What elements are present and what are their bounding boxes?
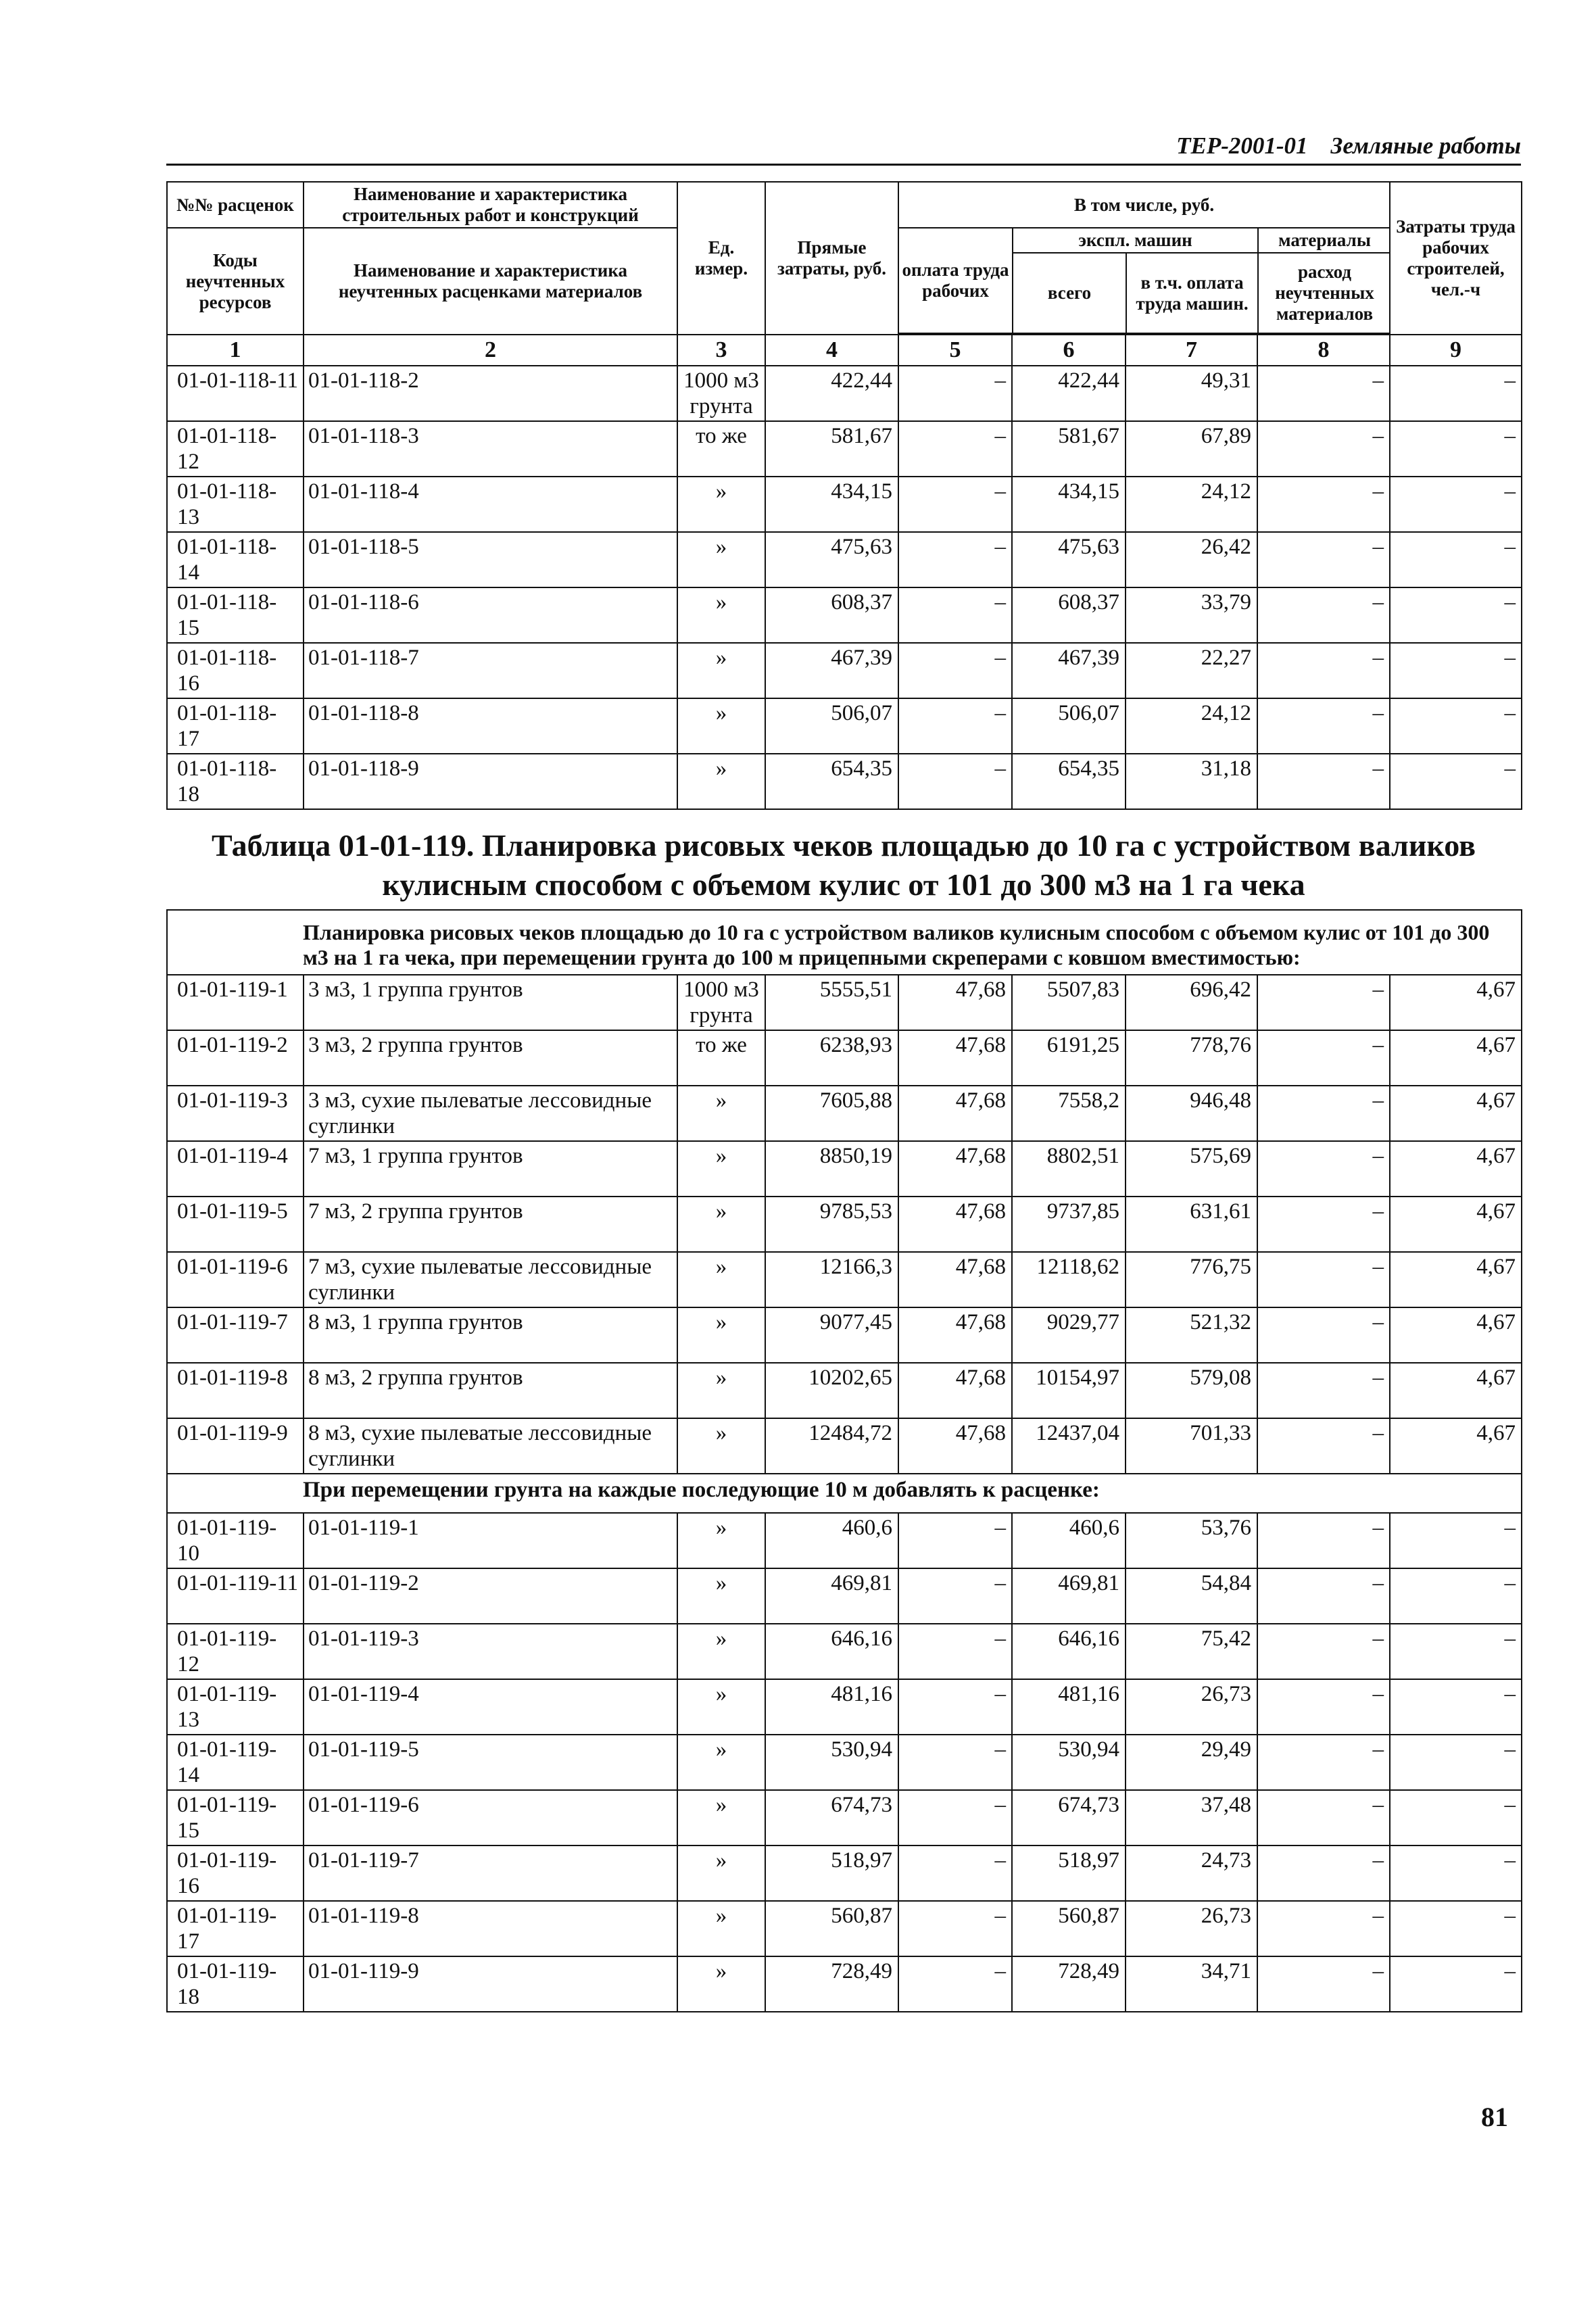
unit: » (677, 1513, 765, 1568)
materials: – (1257, 1086, 1390, 1141)
direct-cost: 530,94 (765, 1735, 898, 1790)
wage-cost: 47,68 (898, 1030, 1012, 1086)
unit: » (677, 1418, 765, 1474)
rate-code: 01-01-119-16 (167, 1845, 304, 1901)
labor-cost: – (1390, 754, 1522, 809)
materials: – (1257, 1141, 1390, 1197)
wage-cost: 47,68 (898, 1141, 1012, 1197)
rate-code: 01-01-118-16 (167, 643, 304, 698)
table-row (167, 477, 1522, 532)
wage-cost: – (898, 587, 1012, 643)
machines-wage: 22,27 (1126, 643, 1257, 698)
machines-wage: 24,12 (1126, 698, 1257, 754)
direct-cost: 10202,65 (765, 1363, 898, 1418)
labor-cost: 4,67 (1390, 1307, 1522, 1363)
rate-name: 01-01-119-6 (304, 1790, 677, 1845)
section-heading: При перемещении грунта на каждые последующие 10 м добавлять к расценке: (167, 1474, 1522, 1513)
col-index: 2 (304, 335, 677, 366)
unit: » (677, 754, 765, 809)
col-nn: №№ расценок (167, 182, 304, 228)
machines-total: 6191,25 (1012, 1030, 1126, 1086)
unit: 1000 м3 грунта (677, 366, 765, 421)
wage-cost: – (898, 1790, 1012, 1845)
direct-cost: 581,67 (765, 421, 898, 477)
table-row (167, 1956, 1522, 2012)
section-row (167, 1474, 1522, 1513)
labor-cost: – (1390, 1790, 1522, 1845)
machines-wage: 37,48 (1126, 1790, 1257, 1845)
materials: – (1257, 1030, 1390, 1086)
labor-cost: – (1390, 1513, 1522, 1568)
machines-total: 460,6 (1012, 1513, 1126, 1568)
labor-cost: – (1390, 698, 1522, 754)
rate-name: 01-01-118-9 (304, 754, 677, 809)
rate-code: 01-01-118-11 (167, 366, 304, 421)
labor-cost: 4,67 (1390, 1363, 1522, 1418)
col-codes: Коды неучтенных ресурсов (167, 228, 304, 335)
table-row (167, 754, 1522, 809)
rate-code: 01-01-119-7 (167, 1307, 304, 1363)
direct-cost: 674,73 (765, 1790, 898, 1845)
unit: » (677, 532, 765, 587)
materials: – (1257, 698, 1390, 754)
wage-cost: 47,68 (898, 1197, 1012, 1252)
unit: » (677, 1901, 765, 1956)
rate-code: 01-01-119-5 (167, 1197, 304, 1252)
table-row (167, 1845, 1522, 1901)
col-machines: экспл. машин (1013, 228, 1258, 253)
machines-wage: 26,73 (1126, 1901, 1257, 1956)
direct-cost: 460,6 (765, 1513, 898, 1568)
rate-name: 01-01-119-7 (304, 1845, 677, 1901)
direct-cost: 422,44 (765, 366, 898, 421)
table-row (167, 1790, 1522, 1845)
rate-name: 01-01-119-8 (304, 1901, 677, 1956)
direct-cost: 518,97 (765, 1845, 898, 1901)
labor-cost: – (1390, 1679, 1522, 1735)
unit: » (677, 1307, 765, 1363)
rate-name: 8 м3, 1 группа грунтов (304, 1307, 677, 1363)
rate-code: 01-01-119-11 (167, 1568, 304, 1624)
rate-name: 7 м3, сухие пылеватые лессовидные суглинки (304, 1252, 677, 1307)
wage-cost: – (898, 1901, 1012, 1956)
rate-name: 01-01-118-7 (304, 643, 677, 698)
table-row (167, 1901, 1522, 1956)
direct-cost: 12484,72 (765, 1418, 898, 1474)
rate-code: 01-01-119-17 (167, 1901, 304, 1956)
materials: – (1257, 1790, 1390, 1845)
col-wage: оплата труда рабочих (899, 228, 1013, 333)
machines-total: 12437,04 (1012, 1418, 1126, 1474)
machines-wage: 24,73 (1126, 1845, 1257, 1901)
rate-name: 3 м3, сухие пылеватые лессовидные суглинки (304, 1086, 677, 1141)
labor-cost: 4,67 (1390, 975, 1522, 1030)
col-unit: Ед. измер. (677, 182, 765, 335)
rate-name: 3 м3, 1 группа грунтов (304, 975, 677, 1030)
col-index: 7 (1126, 335, 1257, 366)
direct-cost: 8850,19 (765, 1141, 898, 1197)
machines-total: 481,16 (1012, 1679, 1126, 1735)
machines-total: 506,07 (1012, 698, 1126, 754)
col-name-unacc: Наименование и характеристика неучтенных расценками материалов (304, 228, 677, 335)
unit: » (677, 1679, 765, 1735)
machines-total: 10154,97 (1012, 1363, 1126, 1418)
unit: » (677, 1568, 765, 1624)
direct-cost: 728,49 (765, 1956, 898, 2012)
wage-cost: – (898, 754, 1012, 809)
wage-cost: – (898, 477, 1012, 532)
machines-total: 728,49 (1012, 1956, 1126, 2012)
rate-name: 01-01-119-5 (304, 1735, 677, 1790)
materials: – (1257, 1624, 1390, 1679)
wage-cost: – (898, 1956, 1012, 2012)
rate-name: 01-01-118-4 (304, 477, 677, 532)
labor-cost: 4,67 (1390, 1141, 1522, 1197)
wage-cost: 47,68 (898, 1418, 1012, 1474)
wage-cost: 47,68 (898, 975, 1012, 1030)
wage-cost: – (898, 643, 1012, 698)
table-row (167, 1418, 1522, 1474)
col-index: 6 (1012, 335, 1126, 366)
machines-wage: 75,42 (1126, 1624, 1257, 1679)
rates-table-118 (166, 181, 1522, 810)
direct-cost: 5555,51 (765, 975, 898, 1030)
machines-wage: 776,75 (1126, 1252, 1257, 1307)
section-heading: Планировка рисовых чеков площадью до 10 га с устройством валиков кулисным способом с объемом кулис от 101 до 300 м3 на 1 га чека, при перемещении грунта до 100 м прицепными скреперами с ковшом вместимостью: (167, 910, 1522, 975)
machines-total: 7558,2 (1012, 1086, 1126, 1141)
direct-cost: 7605,88 (765, 1086, 898, 1141)
machines-total: 530,94 (1012, 1735, 1126, 1790)
table-row (167, 1624, 1522, 1679)
wage-cost: – (898, 1513, 1012, 1568)
unit: » (677, 698, 765, 754)
wage-cost: 47,68 (898, 1252, 1012, 1307)
wage-cost: – (898, 1679, 1012, 1735)
direct-cost: 469,81 (765, 1568, 898, 1624)
rate-name: 01-01-119-9 (304, 1956, 677, 2012)
labor-cost: 4,67 (1390, 1418, 1522, 1474)
machines-wage: 631,61 (1126, 1197, 1257, 1252)
machines-wage: 701,33 (1126, 1418, 1257, 1474)
rate-code: 01-01-119-9 (167, 1418, 304, 1474)
section-row (167, 910, 1522, 975)
doc-section: Земляные работы (1330, 132, 1521, 159)
unit: » (677, 1735, 765, 1790)
materials: – (1257, 366, 1390, 421)
col-index: 9 (1390, 335, 1522, 366)
page-header (166, 128, 1521, 166)
unit: » (677, 1141, 765, 1197)
rate-name: 8 м3, сухие пылеватые лессовидные суглинки (304, 1418, 677, 1474)
rate-name: 01-01-118-3 (304, 421, 677, 477)
unit: » (677, 1624, 765, 1679)
direct-cost: 481,16 (765, 1679, 898, 1735)
rate-code: 01-01-119-12 (167, 1624, 304, 1679)
rate-name: 8 м3, 2 группа грунтов (304, 1363, 677, 1418)
machines-total: 5507,83 (1012, 975, 1126, 1030)
doc-code: ТЕР-2001-01 (1176, 132, 1308, 159)
materials: – (1257, 1252, 1390, 1307)
labor-cost: – (1390, 1568, 1522, 1624)
col-labor: Затраты труда рабочих строителей, чел.-ч (1390, 182, 1522, 335)
unit: то же (677, 1030, 765, 1086)
table-row (167, 1252, 1522, 1307)
machines-total: 8802,51 (1012, 1141, 1126, 1197)
materials: – (1257, 1307, 1390, 1363)
direct-cost: 654,35 (765, 754, 898, 809)
table-row (167, 698, 1522, 754)
rate-code: 01-01-118-13 (167, 477, 304, 532)
direct-cost: 608,37 (765, 587, 898, 643)
machines-total: 12118,62 (1012, 1252, 1126, 1307)
wage-cost: 47,68 (898, 1307, 1012, 1363)
wage-cost: – (898, 1624, 1012, 1679)
page-number: 81 (1481, 2102, 1508, 2132)
col-index: 1 (167, 335, 304, 366)
direct-cost: 9077,45 (765, 1307, 898, 1363)
machines-total: 654,35 (1012, 754, 1126, 809)
direct-cost: 467,39 (765, 643, 898, 698)
table-row (167, 532, 1522, 587)
materials: – (1257, 477, 1390, 532)
table-row (167, 1086, 1522, 1141)
rate-name: 01-01-119-1 (304, 1513, 677, 1568)
rate-name: 3 м3, 2 группа грунтов (304, 1030, 677, 1086)
machines-wage: 49,31 (1126, 366, 1257, 421)
wage-cost: – (898, 366, 1012, 421)
labor-cost: – (1390, 1956, 1522, 2012)
rate-code: 01-01-118-18 (167, 754, 304, 809)
materials: – (1257, 1956, 1390, 2012)
machines-total: 581,67 (1012, 421, 1126, 477)
direct-cost: 646,16 (765, 1624, 898, 1679)
materials: – (1257, 754, 1390, 809)
unit: » (677, 1363, 765, 1418)
materials: – (1257, 975, 1390, 1030)
col-total: всего (1013, 253, 1126, 333)
machines-wage: 579,08 (1126, 1363, 1257, 1418)
rate-name: 7 м3, 1 группа грунтов (304, 1141, 677, 1197)
rate-code: 01-01-119-15 (167, 1790, 304, 1845)
machines-wage: 54,84 (1126, 1568, 1257, 1624)
labor-cost: 4,67 (1390, 1086, 1522, 1141)
unit: » (677, 1252, 765, 1307)
rate-code: 01-01-119-13 (167, 1679, 304, 1735)
labor-cost: 4,67 (1390, 1030, 1522, 1086)
table-title: Таблица 01-01-119. Планировка рисовых чеков площадью до 10 га с устройством валиков кулисным способом с объемом кулис от 101 до 300 м3 на 1 га чека (212, 828, 1476, 902)
materials: – (1257, 1418, 1390, 1474)
rate-name: 01-01-119-2 (304, 1568, 677, 1624)
machines-wage: 67,89 (1126, 421, 1257, 477)
table-row (167, 1363, 1522, 1418)
unit: » (677, 1845, 765, 1901)
rate-code: 01-01-119-14 (167, 1735, 304, 1790)
table-row (167, 587, 1522, 643)
materials: – (1257, 421, 1390, 477)
labor-cost: – (1390, 1901, 1522, 1956)
materials: – (1257, 1735, 1390, 1790)
rate-code: 01-01-118-17 (167, 698, 304, 754)
table-row (167, 366, 1522, 421)
materials: – (1257, 587, 1390, 643)
direct-cost: 12166,3 (765, 1252, 898, 1307)
machines-wage: 696,42 (1126, 975, 1257, 1030)
materials: – (1257, 1568, 1390, 1624)
machines-wage: 26,73 (1126, 1679, 1257, 1735)
direct-cost: 434,15 (765, 477, 898, 532)
machines-total: 674,73 (1012, 1790, 1126, 1845)
rate-name: 01-01-118-8 (304, 698, 677, 754)
labor-cost: – (1390, 366, 1522, 421)
wage-cost: – (898, 1845, 1012, 1901)
table-row (167, 1513, 1522, 1568)
labor-cost: – (1390, 587, 1522, 643)
labor-cost: – (1390, 1845, 1522, 1901)
unit: » (677, 1197, 765, 1252)
rate-code: 01-01-119-3 (167, 1086, 304, 1141)
sub-header-wrap (898, 228, 1390, 335)
column-index-row (167, 335, 1522, 366)
rate-name: 7 м3, 2 группа грунтов (304, 1197, 677, 1252)
unit: » (677, 587, 765, 643)
table-row (167, 1679, 1522, 1735)
materials: – (1257, 1513, 1390, 1568)
direct-cost: 6238,93 (765, 1030, 898, 1086)
direct-cost: 560,87 (765, 1901, 898, 1956)
wage-cost: 47,68 (898, 1086, 1012, 1141)
unit: то же (677, 421, 765, 477)
wage-cost: – (898, 698, 1012, 754)
rate-name: 01-01-119-4 (304, 1679, 677, 1735)
rate-code: 01-01-119-1 (167, 975, 304, 1030)
rate-code: 01-01-118-12 (167, 421, 304, 477)
wage-cost: – (898, 532, 1012, 587)
machines-total: 467,39 (1012, 643, 1126, 698)
col-index: 4 (765, 335, 898, 366)
machines-wage: 778,76 (1126, 1030, 1257, 1086)
labor-cost: – (1390, 1624, 1522, 1679)
materials: – (1257, 1197, 1390, 1252)
labor-cost: – (1390, 532, 1522, 587)
wage-cost: – (898, 1568, 1012, 1624)
labor-cost: – (1390, 477, 1522, 532)
wage-cost: 47,68 (898, 1363, 1012, 1418)
direct-cost: 506,07 (765, 698, 898, 754)
machines-total: 469,81 (1012, 1568, 1126, 1624)
rate-code: 01-01-118-14 (167, 532, 304, 587)
materials: – (1257, 1363, 1390, 1418)
col-materials: материалы (1258, 228, 1390, 253)
col-name: Наименование и характеристика строительных работ и конструкций (304, 182, 677, 228)
machines-wage: 29,49 (1126, 1735, 1257, 1790)
rate-code: 01-01-119-4 (167, 1141, 304, 1197)
rate-code: 01-01-119-6 (167, 1252, 304, 1307)
rates-table-119 (166, 909, 1522, 2012)
machines-total: 475,63 (1012, 532, 1126, 587)
machines-total: 422,44 (1012, 366, 1126, 421)
unit: » (677, 643, 765, 698)
unit: » (677, 1956, 765, 2012)
machines-wage: 24,12 (1126, 477, 1257, 532)
materials: – (1257, 1845, 1390, 1901)
rate-name: 01-01-118-6 (304, 587, 677, 643)
materials: – (1257, 1679, 1390, 1735)
table-row (167, 1307, 1522, 1363)
machines-total: 560,87 (1012, 1901, 1126, 1956)
labor-cost: – (1390, 643, 1522, 698)
col-machwage: в т.ч. оплата труда машин. (1126, 253, 1258, 333)
table-row (167, 1141, 1522, 1197)
rate-name: 01-01-119-3 (304, 1624, 677, 1679)
machines-total: 434,15 (1012, 477, 1126, 532)
materials: – (1257, 532, 1390, 587)
col-incl: В том числе, руб. (898, 182, 1390, 228)
machines-wage: 53,76 (1126, 1513, 1257, 1568)
rate-code: 01-01-119-10 (167, 1513, 304, 1568)
machines-wage: 34,71 (1126, 1956, 1257, 2012)
table-row (167, 1568, 1522, 1624)
table-row (167, 1030, 1522, 1086)
col-index: 5 (898, 335, 1012, 366)
table-row (167, 975, 1522, 1030)
rate-code: 01-01-118-15 (167, 587, 304, 643)
machines-wage: 26,42 (1126, 532, 1257, 587)
col-index: 3 (677, 335, 765, 366)
machines-wage: 946,48 (1126, 1086, 1257, 1141)
unit: » (677, 477, 765, 532)
materials: – (1257, 1901, 1390, 1956)
rate-name: 01-01-118-2 (304, 366, 677, 421)
table-row (167, 1735, 1522, 1790)
table-row (167, 421, 1522, 477)
wage-cost: – (898, 1735, 1012, 1790)
labor-cost: 4,67 (1390, 1252, 1522, 1307)
machines-wage: 33,79 (1126, 587, 1257, 643)
machines-wage: 31,18 (1126, 754, 1257, 809)
machines-total: 9737,85 (1012, 1197, 1126, 1252)
direct-cost: 9785,53 (765, 1197, 898, 1252)
rate-code: 01-01-119-18 (167, 1956, 304, 2012)
table-row (167, 643, 1522, 698)
rate-name: 01-01-118-5 (304, 532, 677, 587)
machines-wage: 521,32 (1126, 1307, 1257, 1363)
machines-total: 9029,77 (1012, 1307, 1126, 1363)
labor-cost: 4,67 (1390, 1197, 1522, 1252)
machines-total: 646,16 (1012, 1624, 1126, 1679)
machines-wage: 575,69 (1126, 1141, 1257, 1197)
unit: » (677, 1790, 765, 1845)
table-row (167, 1197, 1522, 1252)
labor-cost: – (1390, 1735, 1522, 1790)
unit: » (677, 1086, 765, 1141)
col-direct: Прямые затраты, руб. (765, 182, 898, 335)
rate-code: 01-01-119-8 (167, 1363, 304, 1418)
rate-code: 01-01-119-2 (167, 1030, 304, 1086)
direct-cost: 475,63 (765, 532, 898, 587)
materials: – (1257, 643, 1390, 698)
col-index: 8 (1257, 335, 1390, 366)
wage-cost: – (898, 421, 1012, 477)
col-matexp: расход неучтенных материалов (1258, 253, 1390, 333)
machines-total: 518,97 (1012, 1845, 1126, 1901)
unit: 1000 м3 грунта (677, 975, 765, 1030)
machines-total: 608,37 (1012, 587, 1126, 643)
labor-cost: – (1390, 421, 1522, 477)
